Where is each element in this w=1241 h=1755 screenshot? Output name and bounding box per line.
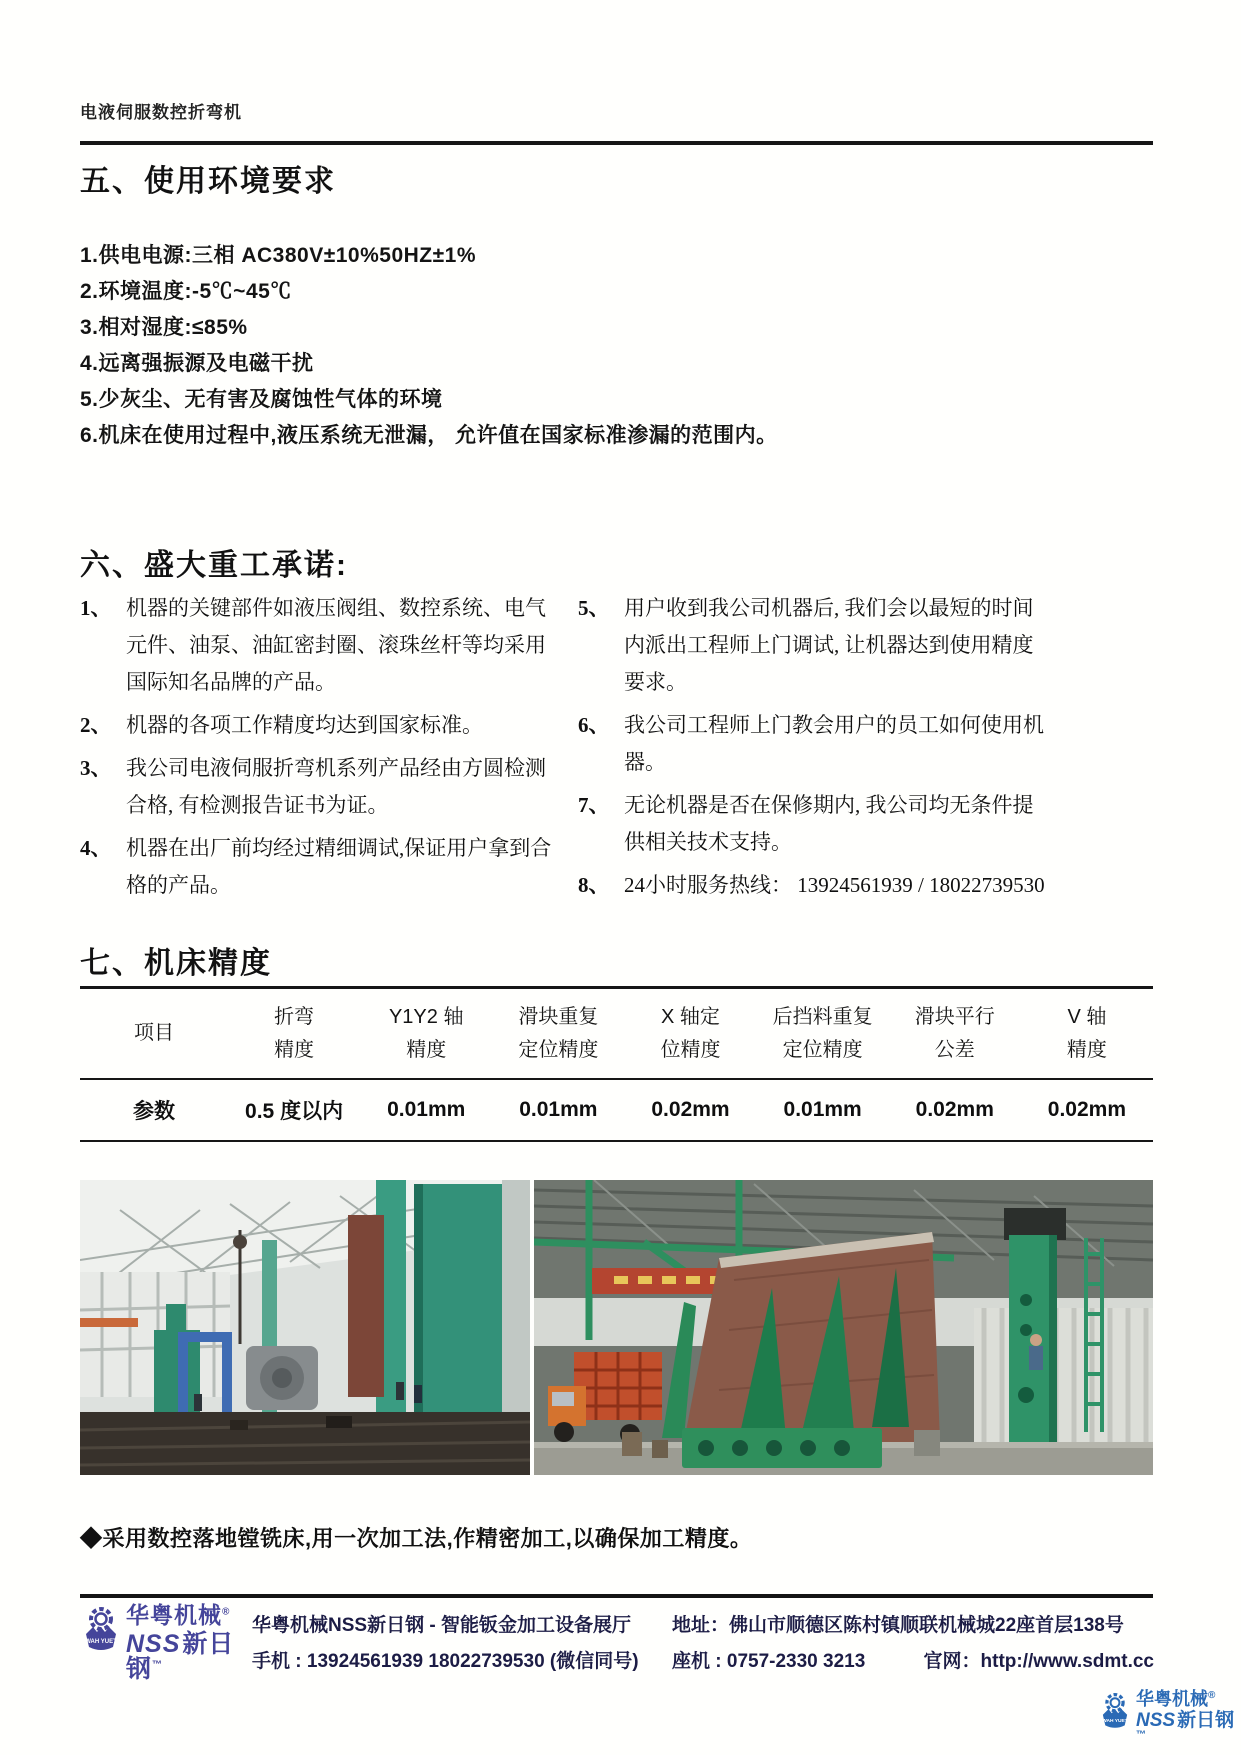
brand-name-nss: NSS 新日钢™ <box>1136 1710 1235 1741</box>
env-requirements-list <box>80 238 980 454</box>
table-header-cell: V 轴 精度 <box>1066 1005 1107 1061</box>
gear-crown-icon <box>80 1604 122 1662</box>
section-promise-heading: 六、盛大重工承诺: <box>80 549 348 582</box>
table-header-cell: 滑块重复 定位精度 <box>518 1005 599 1061</box>
address-line: 地址：佛山市顺德区陈村镇顺联机械城22座首层138号 <box>672 1615 1124 1636</box>
table-data-row <box>80 1080 1153 1140</box>
promise-item: 5、 用户收到我公司机器后, 我们会以最短的时间内派出工程师上门调试, 让机器达到使用精度要求。 <box>578 596 1034 694</box>
promise-item: 6、 我公司工程师上门教会用户的员工如何使用机器。 <box>578 713 1044 774</box>
brand-name-cn: 华粤机械® <box>1136 1689 1216 1709</box>
table-data-cell: 0.02mm <box>651 1098 730 1121</box>
table-header-row <box>80 989 1153 1078</box>
brand-name-cn: 华粤机械® <box>126 1602 231 1628</box>
promise-list-left <box>80 590 552 910</box>
table-data-cell: 0.02mm <box>915 1098 994 1121</box>
factory-photo-right <box>534 1180 1153 1475</box>
env-item: 6.机床在使用过程中,液压系统无泄漏， 允许值在国家标准渗漏的范围内。 <box>80 424 778 447</box>
table-header-cell: X 轴定 位精度 <box>660 1005 721 1061</box>
footer-rule <box>80 1594 1153 1598</box>
env-item: 3.相对湿度:≤85% <box>80 316 248 339</box>
promise-item: 1、 机器的关键部件如液压阀组、数控系统、电气元件、油泵、油缸密封圈、滚珠丝杆等均采用国际知名品牌的产品。 <box>80 596 546 694</box>
svg-text:WAH YUET: WAH YUET <box>1102 1719 1128 1725</box>
table-data-cell: 0.01mm <box>519 1098 598 1121</box>
table-header-cell: 后挡料重复 定位精度 <box>772 1005 873 1061</box>
env-item: 1.供电电源:三相 AC380V±10%50HZ±1% <box>80 244 477 267</box>
table-data-cell: 0.01mm <box>387 1098 466 1121</box>
env-item: 5.少灰尘、无有害及腐蚀性气体的环境 <box>80 388 443 411</box>
promise-item: 7、 无论机器是否在保修期内, 我公司均无条件提供相关技术支持。 <box>578 793 1034 854</box>
brand-name-nss: NSS新日钢™ <box>126 1630 235 1683</box>
table-header-cell: 滑块平行 公差 <box>914 1005 995 1061</box>
env-item: 4.远离强振源及电磁干扰 <box>80 352 314 375</box>
table-header-cell: 折弯 精度 <box>274 1005 315 1061</box>
phone-line: 座机 : 0757-2330 3213 <box>672 1651 866 1672</box>
table-header-cell: Y1Y2 轴 精度 <box>388 1005 464 1061</box>
table-rule-bottom <box>80 1140 1153 1142</box>
promise-item: 8、 24小时服务热线： 13924561939 / 18022739530 <box>578 873 1045 897</box>
env-item: 2.环境温度:-5℃~45℃ <box>80 280 292 303</box>
process-note: ◆采用数控落地镗铣床,用一次加工法,作精密加工,以确保加工精度。 <box>80 1526 753 1551</box>
accuracy-table <box>80 986 1153 1142</box>
showroom-line: 华粤机械NSS新日钢 - 智能钣金加工设备展厅 <box>252 1615 631 1636</box>
factory-photo-left <box>80 1180 530 1475</box>
section-env-heading: 五、使用环境要求 <box>80 165 336 198</box>
promise-item: 3、 我公司电液伺服折弯机系列产品经由方圆检测合格, 有检测报告证书为证。 <box>80 756 546 817</box>
table-data-cell: 0.5 度以内 <box>245 1100 344 1123</box>
promise-item: 4、 机器在出厂前均经过精细调试,保证用户拿到合格的产品。 <box>80 836 552 897</box>
footer-logo <box>80 1604 250 1684</box>
table-data-cell: 0.02mm <box>1047 1098 1127 1121</box>
page-title: 电液伺服数控折弯机 <box>80 103 242 122</box>
promise-item: 2、 机器的各项工作精度均达到国家标准。 <box>80 713 483 737</box>
header-rule <box>80 141 1153 145</box>
footer-contact-block <box>252 1608 662 1680</box>
table-header-cell: 项目 <box>134 1022 174 1044</box>
mobile-line: 手机 : 13924561939 18022739530 (微信同号) <box>252 1651 639 1672</box>
corner-logo <box>1098 1690 1238 1752</box>
table-data-cell: 0.01mm <box>783 1098 862 1121</box>
gear-crown-icon <box>1098 1690 1132 1738</box>
section-accuracy-heading: 七、机床精度 <box>80 947 272 980</box>
promise-list-right <box>578 590 1050 910</box>
website-line: 官网：http://www.sdmt.cc <box>923 1651 1154 1672</box>
table-data-cell: 参数 <box>133 1100 175 1123</box>
footer-address-block <box>672 1608 1154 1680</box>
svg-text:WAH YUET: WAH YUET <box>85 1639 117 1645</box>
